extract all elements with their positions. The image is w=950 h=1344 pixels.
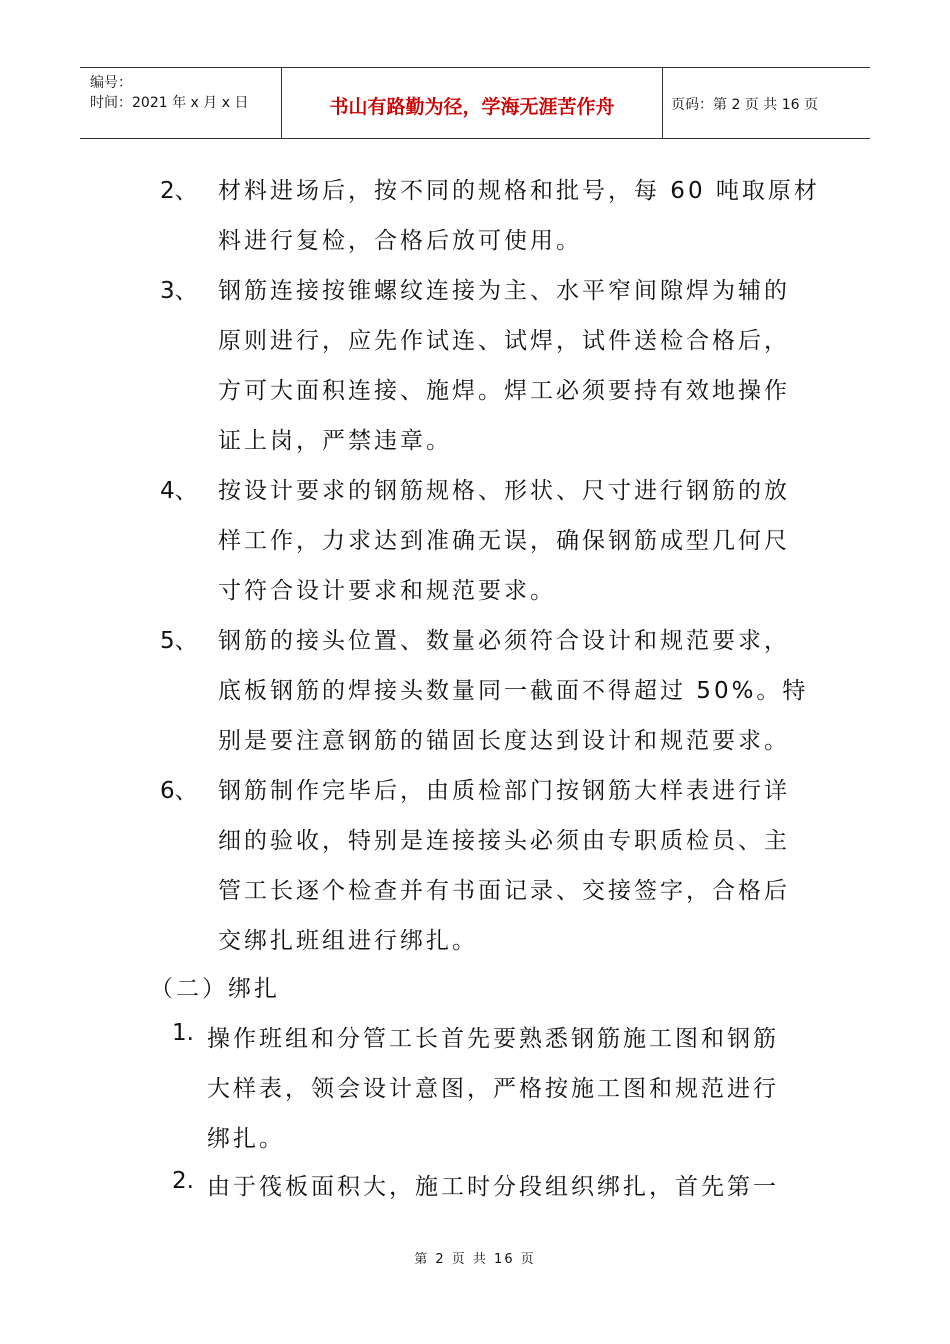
document-number-label: 编号： [90,75,132,91]
list-item-line: 样工作，力求达到准确无误，确保钢筋成型几何尺 [218,528,790,554]
list-item-line: 寸符合设计要求和规范要求。 [218,578,556,604]
sub-item-number: 2. [172,1168,194,1194]
sub-item-line: 大样表，领会设计意图，严格按施工图和规范进行 [207,1076,779,1102]
document-time-label: 时间：2021 年 x 月 x 日 [90,95,249,111]
list-item-number: 4、 [160,478,198,504]
list-item-line: 底板钢筋的焊接头数量同一截面不得超过 50%。特 [218,678,809,704]
header-page-label: 页码：第 2 页 共 16 页 [671,97,818,113]
list-item-line: 别是要注意钢筋的锚固长度达到设计和规范要求。 [218,728,790,754]
list-item-number: 3、 [160,278,198,304]
sub-item-line: 由于筏板面积大，施工时分段组织绑扎，首先第一 [207,1174,779,1200]
list-item-number: 5、 [160,628,198,654]
sub-item-line: 绑扎。 [207,1126,285,1152]
list-item-line: 按设计要求的钢筋规格、形状、尺寸进行钢筋的放 [218,478,790,504]
list-item-number: 2、 [160,178,198,204]
list-item-line: 原则进行，应先作试连、试焊，试件送检合格后， [218,328,790,354]
list-item-line: 钢筋的接头位置、数量必须符合设计和规范要求， [218,628,790,654]
header-motto-cell [281,68,663,138]
list-item-number: 6、 [160,778,198,804]
section-title: （二）绑扎 [150,976,280,1002]
list-item-line: 料进行复检，合格后放可使用。 [218,228,582,254]
list-item-line: 材料进场后，按不同的规格和批号，每 60 吨取原材 [218,178,820,204]
list-item-line: 钢筋制作完毕后，由质检部门按钢筋大样表进行详 [218,778,790,804]
list-item-line: 钢筋连接按锥螺纹连接为主、水平窄间隙焊为辅的 [218,278,790,304]
sub-item-number: 1. [172,1020,194,1046]
list-item-line: 细的验收，特别是连接接头必须由专职质检员、主 [218,828,790,854]
motto-text: 书山有路勤为径，学海无涯苦作舟 [329,96,615,118]
list-item-line: 证上岗，严禁违章。 [218,428,452,454]
list-item-line: 管工长逐个检查并有书面记录、交接签字，合格后 [218,878,790,904]
header-page-cell [663,68,870,138]
list-item-line: 交绑扎班组进行绑扎。 [218,928,478,954]
page-footer: 第 2 页 共 16 页 [414,1252,536,1267]
list-item-line: 方可大面积连接、施焊。焊工必须要持有效地操作 [218,378,790,404]
document-header [80,67,870,139]
header-meta-cell [80,68,281,138]
sub-item-line: 操作班组和分管工长首先要熟悉钢筋施工图和钢筋 [207,1026,779,1052]
